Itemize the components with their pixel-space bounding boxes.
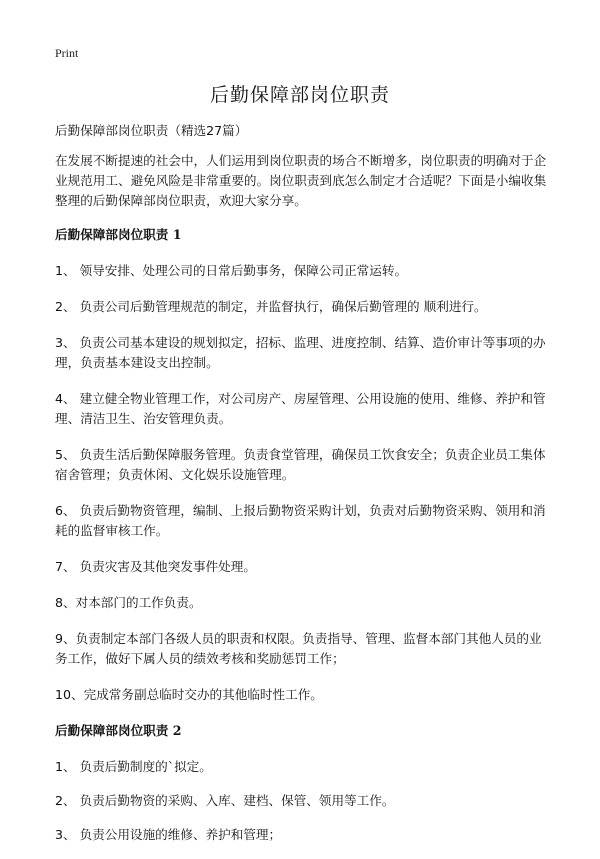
list-item: 1、 领导安排、处理公司的日常后勤事务，保障公司正常运转。 bbox=[55, 263, 408, 278]
section-1 bbox=[55, 225, 550, 705]
list-item: 2、 负责公司后勤管理规范的制定，并监督执行，确保后勤管理的 顺利进行。 bbox=[55, 299, 487, 314]
print-label: Print bbox=[55, 46, 79, 60]
intro-paragraph: 在发展不断提速的社会中，人们运用到岗位职责的场合不断增多，岗位职责的明确对于企业规范用工、避免风险是非常重要的。岗位职责到底怎么制定才合适呢？下面是小编收集整理的后勤保障部岗位职责，欢迎大家分享。 bbox=[55, 153, 547, 208]
document-body bbox=[55, 121, 550, 859]
section-2 bbox=[55, 721, 550, 845]
list-item: 3、 负责公用设施的维修、养护和管理； bbox=[55, 827, 282, 842]
list-item: 9、负责制定本部门各级人员的职责和权限。负责指导、管理、监督本部门其他人员的业务工作，做好下属人员的绩效考核和奖励惩罚工作； bbox=[55, 631, 542, 666]
list-item: 4、 建立健全物业管理工作，对公司房产、房屋管理、公用设施的使用、维修、养护和管理、清洁卫生、治安管理负责。 bbox=[55, 391, 546, 426]
list-item: 5、 负责生活后勤保障服务管理。负责食堂管理，确保员工饮食安全；负责企业员工集体宿舍管理；负责休闲、文化娱乐设施管理。 bbox=[55, 447, 546, 482]
list-item: 7、 负责灾害及其他突发事件处理。 bbox=[55, 559, 256, 574]
list-item: 6、 负责后勤物资管理，编制、上报后勤物资采购计划，负责对后勤物资采购、领用和消耗的监督审核工作。 bbox=[55, 503, 546, 538]
list-item: 2、 负责后勤物资的采购、入库、建档、保管、领用等工作。 bbox=[55, 793, 395, 808]
page-title: 后勤保障部岗位职责 bbox=[209, 84, 390, 106]
section-heading: 后勤保障部岗位职责 2 bbox=[55, 723, 182, 738]
list-item: 10、完成常务副总临时交办的其他临时性工作。 bbox=[55, 687, 323, 702]
list-item: 1、 负责后勤制度的`拟定。 bbox=[55, 759, 212, 774]
document-subtitle: 后勤保障部岗位职责（精选27篇） bbox=[55, 123, 248, 138]
list-item: 3、 负责公司基本建设的规划拟定，招标、监理、进度控制、结算、造价审计等事项的办理，负责基本建设支出控制。 bbox=[55, 335, 546, 370]
section-heading: 后勤保障部岗位职责 1 bbox=[55, 227, 182, 242]
list-item: 8、对本部门的工作负责。 bbox=[55, 595, 202, 610]
